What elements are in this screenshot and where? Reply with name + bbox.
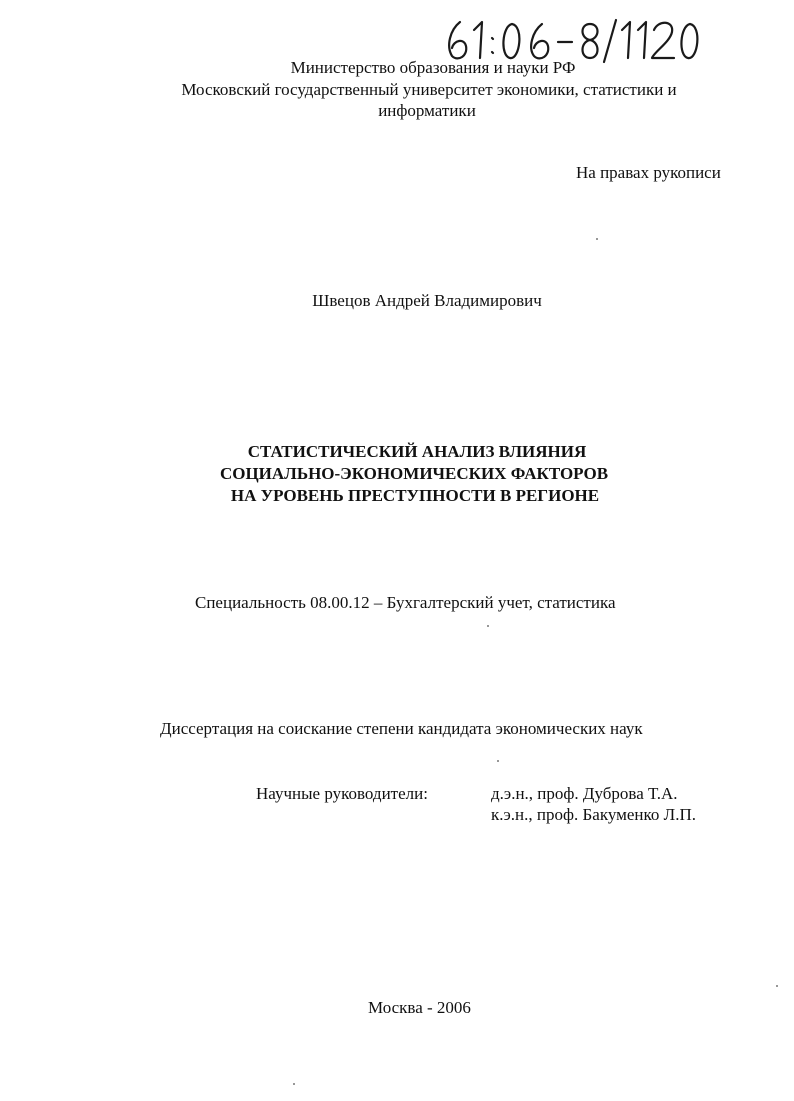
supervisors-label: Научные руководители: (256, 784, 428, 803)
scan-speck (497, 760, 499, 762)
supervisor-2: к.э.н., проф. Бакуменко Л.П. (491, 805, 696, 824)
scan-speck (487, 625, 489, 627)
author-name: Швецов Андрей Владимирович (312, 291, 542, 310)
supervisor-1: д.э.н., проф. Дуброва Т.А. (491, 784, 678, 803)
title-line-2: СОЦИАЛЬНО-ЭКОНОМИЧЕСКИХ ФАКТОРОВ (219, 464, 609, 483)
title-line-3: НА УРОВЕНЬ ПРЕСТУПНОСТИ В РЕГИОНЕ (230, 486, 600, 505)
city-and-year: Москва - 2006 (368, 998, 471, 1017)
university-name-line2: информатики (378, 101, 476, 120)
handwritten-archive-number (440, 16, 700, 64)
scan-speck (776, 985, 778, 987)
title-line-1: СТАТИСТИЧЕСКИЙ АНАЛИЗ ВЛИЯНИЯ (247, 442, 587, 461)
scan-speck (596, 238, 598, 240)
ministry-name: Министерство образования и науки РФ (290, 58, 576, 77)
degree-line: Диссертация на соискание степени кандидата экономических наук (160, 719, 643, 738)
specialty-line: Специальность 08.00.12 – Бухгалтерский учет, статистика (195, 593, 616, 612)
scan-speck (293, 1083, 295, 1085)
dissertation-title (0, 441, 794, 507)
university-name-line1: Московский государственный университет экономики, статистики и (181, 80, 677, 99)
manuscript-rights-note: На правах рукописи (576, 163, 721, 182)
